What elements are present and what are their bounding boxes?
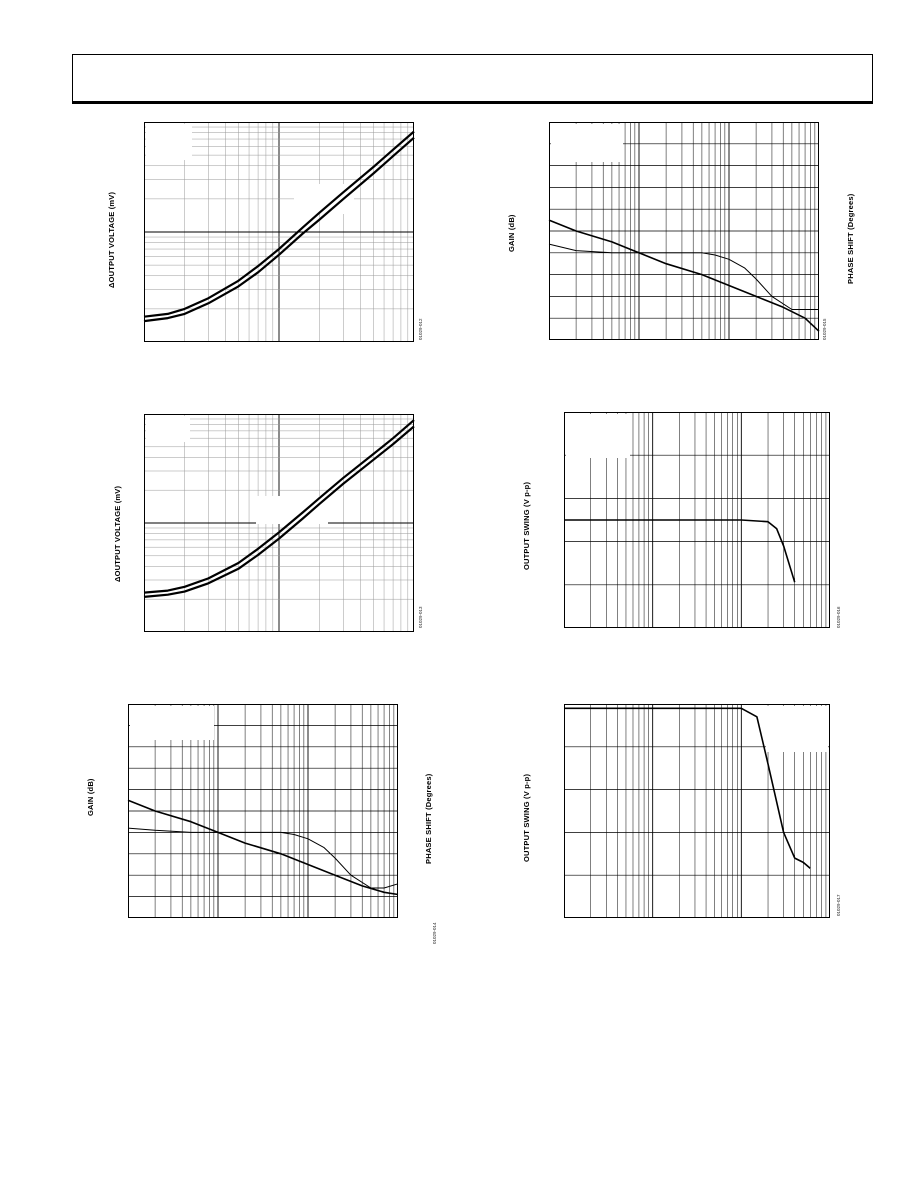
chart-6-plot	[564, 704, 830, 918]
chart-3-plot	[128, 704, 398, 918]
chart-1-figure-id: 01029-012	[418, 318, 423, 340]
legend-area	[766, 706, 828, 752]
chart-3-y2label: PHASE SHIFT (Degrees)	[424, 773, 433, 864]
legend-area	[551, 124, 623, 162]
page-header	[72, 54, 873, 104]
series-line-gain	[549, 220, 819, 331]
chart-5-figure-id: 01029-016	[836, 606, 841, 628]
chart-5-plot	[564, 412, 830, 628]
legend-area	[146, 416, 190, 442]
chart-2-figure-id: 01029-013	[418, 606, 423, 628]
chart-2-ylabel: ΔOUTPUT VOLTAGE (mV)	[113, 485, 122, 582]
chart-6-figure-id: 01029-017	[836, 894, 841, 916]
chart-5-ylabel: OUTPUT SWING (V p-p)	[522, 481, 531, 570]
chart-2-plot	[144, 414, 414, 632]
legend-area	[566, 414, 630, 458]
legend-area	[146, 124, 192, 160]
chart-1-ylabel: ΔOUTPUT VOLTAGE (mV)	[107, 191, 116, 288]
series-line-gain	[128, 800, 398, 894]
chart-1-plot	[144, 122, 414, 342]
chart-4-ylabel: GAIN (dB)	[507, 214, 516, 252]
chart-3-figure-id: 01029-014	[432, 922, 437, 944]
chart-4-plot	[549, 122, 819, 340]
chart-6-ylabel: OUTPUT SWING (V p-p)	[522, 773, 531, 862]
chart-3-ylabel: GAIN (dB)	[86, 778, 95, 816]
chart-4-y2label: PHASE SHIFT (Degrees)	[846, 193, 855, 284]
series-line-phase	[549, 244, 819, 309]
series-line-phase	[128, 828, 398, 888]
legend-area	[130, 706, 214, 740]
chart-4-figure-id: 01029-015	[822, 318, 827, 340]
